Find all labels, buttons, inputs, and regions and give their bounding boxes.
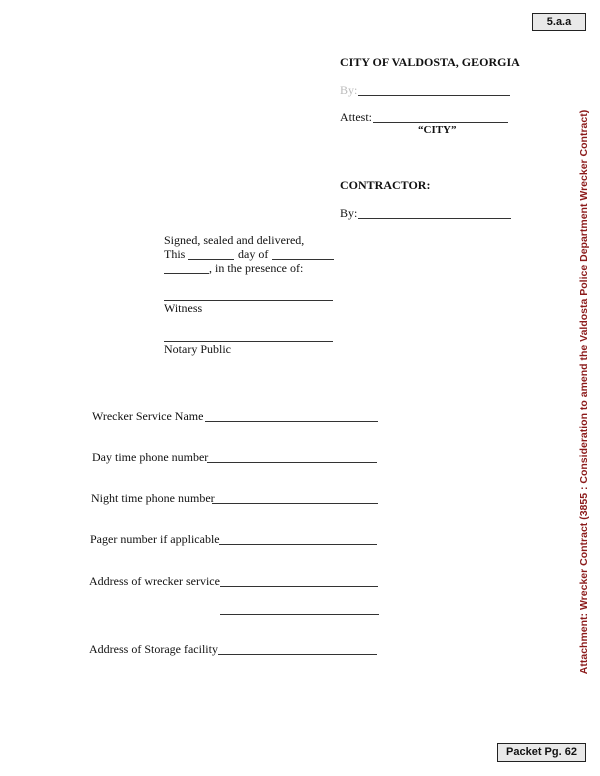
storage-address-line [218, 654, 377, 655]
wrecker-service-name-label: Wrecker Service Name [92, 409, 204, 423]
witness-label: Witness [164, 301, 203, 315]
city-by-label: By: [340, 83, 358, 97]
night-phone-line [212, 503, 378, 504]
packet-page-tag: Packet Pg. 62 [497, 743, 586, 762]
item-tag: 5.a.a [532, 13, 586, 31]
city-title: CITY OF VALDOSTA, GEORGIA [340, 55, 520, 69]
year-blank-line [164, 273, 209, 274]
day-phone-label: Day time phone number [92, 450, 209, 464]
attest-label: Attest: [340, 110, 372, 124]
wrecker-address-label: Address of wrecker service [89, 574, 220, 588]
month-blank-line [272, 259, 334, 260]
notary-label: Notary Public [164, 342, 231, 356]
city-by-line [358, 95, 510, 96]
pager-number-line [219, 544, 377, 545]
contractor-title: CONTRACTOR: [340, 178, 431, 192]
storage-address-label: Address of Storage facility [89, 642, 218, 656]
wrecker-address-line-1 [220, 586, 378, 587]
wrecker-address-line-2 [220, 614, 379, 615]
day-blank-line [188, 259, 234, 260]
night-phone-label: Night time phone number [91, 491, 215, 505]
attest-line [373, 122, 508, 123]
city-quote-label: “CITY” [418, 124, 457, 136]
attachment-sidebar-text: Attachment: Wrecker Contract (3855 : Consideration to amend the Valdosta Police Department Wrecker Contract) [578, 109, 590, 675]
pager-number-label: Pager number if applicable [90, 532, 220, 546]
day-phone-line [207, 462, 377, 463]
contractor-by-line [358, 218, 511, 219]
signed-line-1: Signed, sealed and delivered, [164, 233, 305, 247]
signed-line-2b: day of [238, 247, 269, 261]
signed-line-3: , in the presence of: [209, 261, 304, 275]
signed-line-2a: This [164, 247, 186, 261]
wrecker-service-name-line [205, 421, 378, 422]
contractor-by-label: By: [340, 206, 358, 220]
